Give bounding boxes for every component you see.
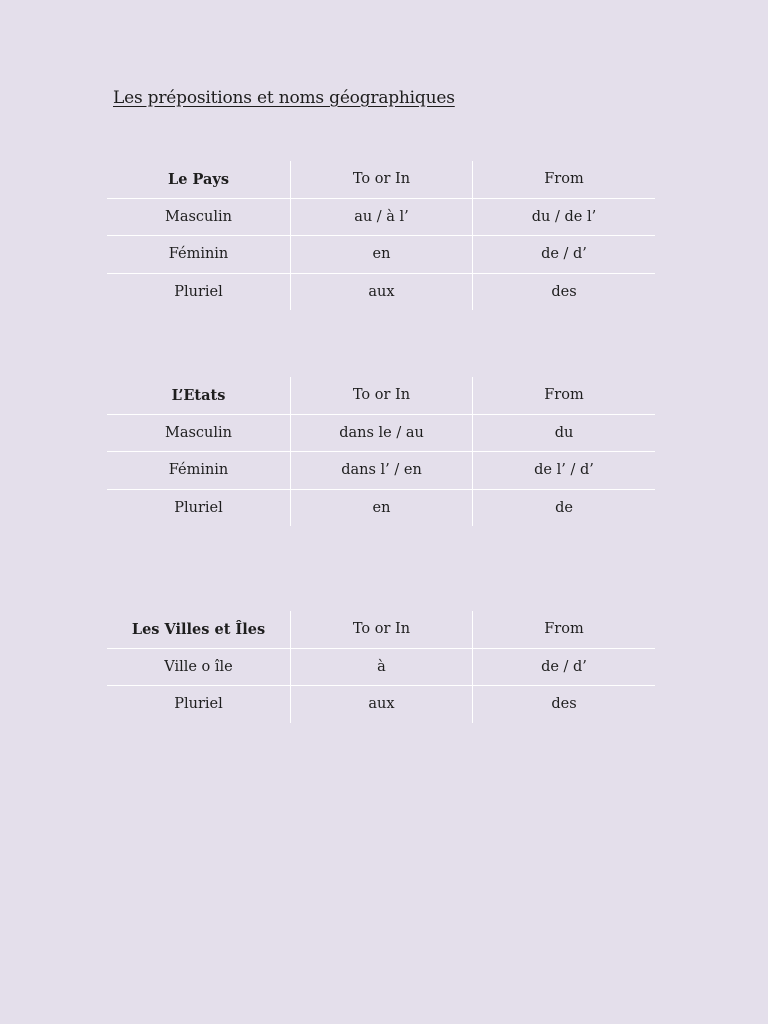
table-row [107,490,655,527]
header-cell: From [472,161,655,198]
table-villes-iles [107,611,655,723]
table-cell: aux [290,686,472,723]
table-cell: de l’ / d’ [472,452,655,489]
table-header-row [107,377,655,415]
table-row [107,199,655,237]
table-cell: dans l’ / en [290,452,472,489]
table-cell: Masculin [164,424,232,441]
table-cell: aux [290,274,472,311]
table-row [107,452,655,490]
header-cell: From [472,377,655,414]
table-cell: au / à l’ [290,199,472,236]
table-row [107,274,655,311]
table-cell: en [290,236,472,273]
table-cell: Féminin [168,462,229,479]
table-cell: de / d’ [472,236,655,273]
table-row [107,415,655,453]
table-row [107,686,655,723]
header-cell: To or In [290,161,472,198]
table-cell: Ville o île [164,658,233,675]
table-cell: Pluriel [174,499,223,516]
header-cell: Le Pays [168,170,229,188]
header-cell: L’Etats [171,386,226,404]
table-row [107,649,655,687]
table-cell: du / de l’ [472,199,655,236]
table-cell: Pluriel [174,696,223,713]
table-cell: Pluriel [174,283,223,300]
table-cell: de / d’ [472,649,655,686]
table-row [107,236,655,274]
table-pays [107,161,655,310]
table-header-row [107,611,655,649]
table-cell: dans le / au [290,415,472,452]
header-cell: To or In [290,377,472,414]
table-etats [107,377,655,526]
table-cell: Masculin [164,208,232,225]
table-cell: des [472,274,655,311]
header-cell: To or In [290,611,472,648]
page-title: Les prépositions et noms géographiques [113,88,455,108]
table-cell: des [472,686,655,723]
table-header-row [107,161,655,199]
table-cell: de [472,490,655,527]
table-cell: en [290,490,472,527]
table-cell: à [290,649,472,686]
table-cell: du [472,415,655,452]
header-cell: Les Villes et Îles [131,620,266,638]
header-cell: From [472,611,655,648]
table-cell: Féminin [168,246,229,263]
